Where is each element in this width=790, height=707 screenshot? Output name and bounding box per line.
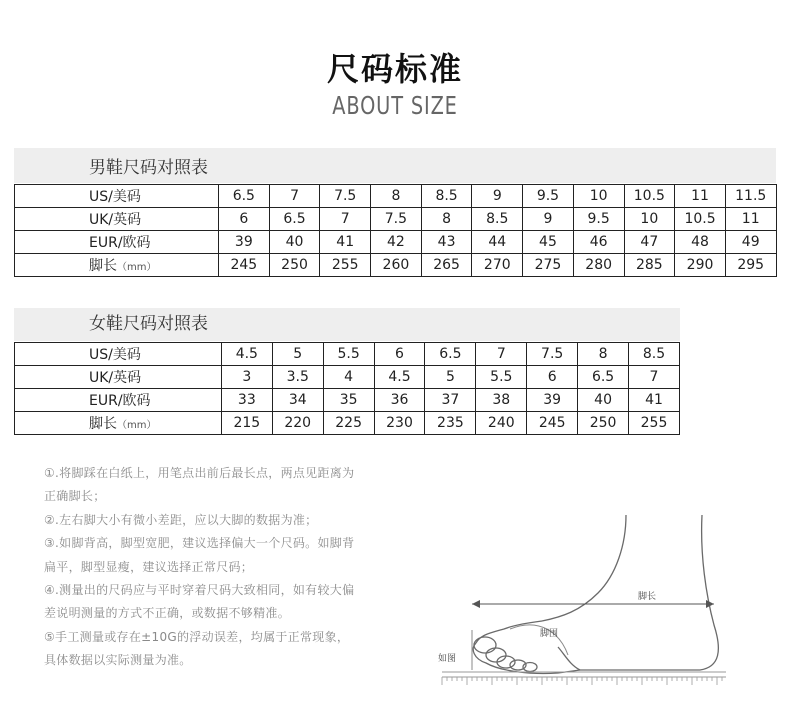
table-cell: 11: [725, 208, 776, 231]
table-cell: 10.5: [624, 185, 675, 208]
table-cell: 6: [374, 343, 425, 366]
table-cell: 285: [624, 254, 675, 277]
row-label: US/美码: [15, 185, 219, 208]
women-size-table: [14, 342, 680, 435]
table-cell: 35: [323, 389, 374, 412]
table-cell: 255: [629, 412, 680, 435]
table-cell: 8: [578, 343, 629, 366]
table-cell: 250: [578, 412, 629, 435]
table-cell: 7.5: [320, 185, 371, 208]
note-line: ②.左右脚大小有微小差距，应以大脚的数据为准；: [44, 512, 318, 527]
table-cell: 250: [269, 254, 320, 277]
table-cell: 42: [371, 231, 422, 254]
page-subtitle: ABOUT SIZE: [332, 91, 458, 120]
table-cell: 10.5: [675, 208, 726, 231]
table-cell: 4.5: [221, 343, 272, 366]
table-cell: 9.5: [573, 208, 624, 231]
table-cell: 290: [675, 254, 726, 277]
note-line: ③.如脚背高，脚型宽肥，建议选择偏大一个尺码。如脚背: [44, 536, 355, 551]
note-line: 正确脚长；: [44, 489, 106, 504]
table-cell: 37: [425, 389, 476, 412]
table-cell: 255: [320, 254, 371, 277]
table-cell: 6.5: [425, 343, 476, 366]
table-cell: 10: [624, 208, 675, 231]
table-cell: 7: [629, 366, 680, 389]
row-label: 脚长（mm）: [15, 254, 219, 277]
table-cell: 46: [573, 231, 624, 254]
table-cell: 40: [578, 389, 629, 412]
table-cell: 9: [523, 208, 574, 231]
note-line: ④.测量出的尺码应与平时穿着尺码大致相同，如有较大偏: [44, 583, 355, 598]
table-cell: 4.5: [374, 366, 425, 389]
table-cell: 5.5: [323, 343, 374, 366]
table-cell: 9.5: [523, 185, 574, 208]
row-label: EUR/欧码: [15, 231, 219, 254]
table-cell: 260: [371, 254, 422, 277]
table-cell: 8.5: [472, 208, 523, 231]
foot-measurement-diagram: [430, 505, 730, 690]
table-cell: 41: [629, 389, 680, 412]
table-cell: 41: [320, 231, 371, 254]
measurement-notes: [44, 462, 394, 673]
ruler-label: 如图: [438, 654, 457, 664]
table-cell: 215: [221, 412, 272, 435]
table-cell: 8.5: [421, 185, 472, 208]
row-label: 脚长（mm）: [15, 412, 222, 435]
table-row: [15, 208, 777, 231]
table-cell: 6: [219, 208, 270, 231]
table-cell: 6.5: [269, 208, 320, 231]
table-cell: 295: [725, 254, 776, 277]
men-size-table: [14, 184, 777, 277]
table-cell: 230: [374, 412, 425, 435]
table-cell: 43: [421, 231, 472, 254]
table-cell: 3.5: [272, 366, 323, 389]
table-cell: 265: [421, 254, 472, 277]
table-cell: 280: [573, 254, 624, 277]
note-line: 扁平，脚型显瘦，建议选择正常尺码；: [44, 559, 254, 574]
table-cell: 45: [523, 231, 574, 254]
table-cell: 275: [523, 254, 574, 277]
table-row: [15, 231, 777, 254]
foot-length-label: 脚长: [638, 592, 657, 602]
note-line: ⑤手工测量或存在±10G的浮动误差，均属于正常现象，: [44, 629, 350, 644]
ruler-icon: [442, 677, 722, 685]
note-line: 差说明测量的方式不正确，或数据不够精准。: [44, 606, 291, 621]
table-row: [15, 254, 777, 277]
table-cell: 245: [527, 412, 578, 435]
table-cell: 6.5: [578, 366, 629, 389]
table-cell: 8: [371, 185, 422, 208]
table-cell: 5: [425, 366, 476, 389]
table-cell: 49: [725, 231, 776, 254]
table-cell: 235: [425, 412, 476, 435]
women-size-chart-header: 女鞋尺码对照表: [14, 308, 680, 341]
table-cell: 34: [272, 389, 323, 412]
table-cell: 8.5: [629, 343, 680, 366]
note-line: 具体数据以实际测量为准。: [44, 653, 192, 668]
row-label: UK/英码: [15, 366, 222, 389]
row-label: UK/英码: [15, 208, 219, 231]
foot-outline: [542, 515, 718, 670]
table-cell: 10: [573, 185, 624, 208]
row-label: EUR/欧码: [15, 389, 222, 412]
table-row: [15, 366, 680, 389]
table-cell: 240: [476, 412, 527, 435]
note-line: ①.将脚踩在白纸上，用笔点出前后最长点，两点见距离为: [44, 466, 355, 480]
table-cell: 220: [272, 412, 323, 435]
men-size-chart-header: 男鞋尺码对照表: [14, 148, 776, 183]
table-cell: 33: [221, 389, 272, 412]
table-cell: 7: [269, 185, 320, 208]
table-row: [15, 185, 777, 208]
table-cell: 7.5: [371, 208, 422, 231]
row-label: US/美码: [15, 343, 222, 366]
table-row: [15, 389, 680, 412]
table-cell: 4: [323, 366, 374, 389]
table-cell: 9: [472, 185, 523, 208]
table-cell: 7: [320, 208, 371, 231]
table-cell: 11.5: [725, 185, 776, 208]
table-cell: 47: [624, 231, 675, 254]
table-cell: 270: [472, 254, 523, 277]
table-cell: 40: [269, 231, 320, 254]
table-cell: 245: [219, 254, 270, 277]
table-cell: 39: [219, 231, 270, 254]
table-cell: 3: [221, 366, 272, 389]
table-cell: 6: [527, 366, 578, 389]
table-cell: 6.5: [219, 185, 270, 208]
table-cell: 8: [421, 208, 472, 231]
instep-label: 脚围: [540, 629, 559, 639]
page-title: 尺码标准: [326, 50, 463, 88]
table-cell: 48: [675, 231, 726, 254]
table-cell: 36: [374, 389, 425, 412]
table-cell: 44: [472, 231, 523, 254]
table-cell: 5: [272, 343, 323, 366]
table-cell: 38: [476, 389, 527, 412]
table-cell: 7.5: [527, 343, 578, 366]
table-cell: 225: [323, 412, 374, 435]
table-cell: 39: [527, 389, 578, 412]
table-row: [15, 343, 680, 366]
table-row: [15, 412, 680, 435]
table-cell: 11: [675, 185, 726, 208]
table-cell: 7: [476, 343, 527, 366]
table-cell: 5.5: [476, 366, 527, 389]
